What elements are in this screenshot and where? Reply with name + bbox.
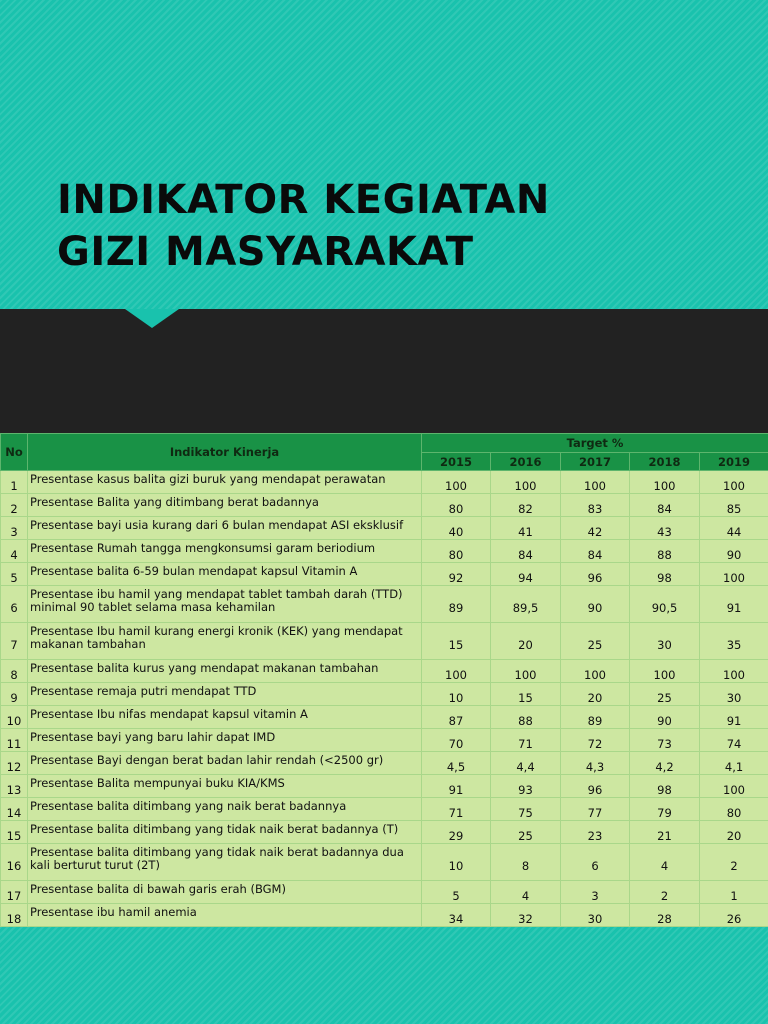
target-value-cell: 8 xyxy=(491,844,561,881)
target-value-cell: 89 xyxy=(422,586,491,623)
title-line-2: GIZI MASYARAKAT xyxy=(57,229,474,275)
page-title xyxy=(57,174,550,278)
target-value-cell: 32 xyxy=(491,904,561,927)
target-value-cell: 15 xyxy=(422,623,491,660)
indicator-cell: Presentase Balita mempunyai buku KIA/KMS xyxy=(28,775,422,798)
target-value-cell: 98 xyxy=(630,563,700,586)
target-value-cell: 10 xyxy=(422,683,491,706)
target-value-cell: 89 xyxy=(561,706,630,729)
target-value-cell: 96 xyxy=(561,563,630,586)
row-number: 15 xyxy=(1,821,28,844)
target-value-cell: 3 xyxy=(561,881,630,904)
target-value-cell: 30 xyxy=(561,904,630,927)
target-value-cell: 88 xyxy=(491,706,561,729)
row-number: 6 xyxy=(1,586,28,623)
target-value-cell: 34 xyxy=(422,904,491,927)
indicator-cell: Presentase Ibu nifas mendapat kapsul vitamin A xyxy=(28,706,422,729)
target-value-cell: 10 xyxy=(422,844,491,881)
target-value-cell: 42 xyxy=(561,517,630,540)
indicator-cell: Presentase Ibu hamil kurang energi kronik (KEK) yang mendapat makanan tambahan xyxy=(28,623,422,660)
row-number: 11 xyxy=(1,729,28,752)
target-value-cell: 98 xyxy=(630,775,700,798)
table-row xyxy=(1,775,768,798)
indicator-cell: Presentase Balita yang ditimbang berat badannya xyxy=(28,494,422,517)
target-value-cell: 93 xyxy=(491,775,561,798)
table-row xyxy=(1,904,768,927)
target-value-cell: 80 xyxy=(700,798,768,821)
target-value-cell: 90 xyxy=(700,540,768,563)
target-value-cell: 91 xyxy=(700,706,768,729)
table-body xyxy=(1,471,768,927)
row-number: 14 xyxy=(1,798,28,821)
row-number: 5 xyxy=(1,563,28,586)
target-value-cell: 91 xyxy=(700,586,768,623)
target-value-cell: 96 xyxy=(561,775,630,798)
target-value-cell: 72 xyxy=(561,729,630,752)
target-value-cell: 77 xyxy=(561,798,630,821)
title-notch xyxy=(125,309,179,328)
table-row xyxy=(1,729,768,752)
indicator-table xyxy=(0,433,768,927)
table-row xyxy=(1,752,768,775)
header-target: Target % xyxy=(422,434,768,453)
target-value-cell: 89,5 xyxy=(491,586,561,623)
target-value-cell: 84 xyxy=(491,540,561,563)
target-value-cell: 83 xyxy=(561,494,630,517)
target-value-cell: 84 xyxy=(630,494,700,517)
row-number: 2 xyxy=(1,494,28,517)
target-value-cell: 100 xyxy=(700,471,768,494)
target-value-cell: 80 xyxy=(422,494,491,517)
table-row xyxy=(1,844,768,881)
target-value-cell: 91 xyxy=(422,775,491,798)
target-value-cell: 43 xyxy=(630,517,700,540)
target-value-cell: 41 xyxy=(491,517,561,540)
target-value-cell: 44 xyxy=(700,517,768,540)
row-number: 8 xyxy=(1,660,28,683)
target-value-cell: 90 xyxy=(630,706,700,729)
target-value-cell: 94 xyxy=(491,563,561,586)
target-value-cell: 100 xyxy=(700,775,768,798)
title-line-1: INDIKATOR KEGIATAN xyxy=(57,177,550,223)
target-value-cell: 30 xyxy=(700,683,768,706)
target-value-cell: 79 xyxy=(630,798,700,821)
target-value-cell: 25 xyxy=(561,623,630,660)
indicator-cell: Presentase balita ditimbang yang naik berat badannya xyxy=(28,798,422,821)
indicator-cell: Presentase Rumah tangga mengkonsumsi garam beriodium xyxy=(28,540,422,563)
header-indicator: Indikator Kinerja xyxy=(28,434,422,471)
target-value-cell: 40 xyxy=(422,517,491,540)
table-row xyxy=(1,563,768,586)
target-value-cell: 100 xyxy=(491,471,561,494)
indicator-cell: Presentase kasus balita gizi buruk yang mendapat perawatan xyxy=(28,471,422,494)
target-value-cell: 4,2 xyxy=(630,752,700,775)
target-value-cell: 100 xyxy=(561,471,630,494)
row-number: 13 xyxy=(1,775,28,798)
table-row xyxy=(1,706,768,729)
indicator-cell: Presentase balita 6-59 bulan mendapat kapsul Vitamin A xyxy=(28,563,422,586)
target-value-cell: 20 xyxy=(491,623,561,660)
target-value-cell: 100 xyxy=(700,563,768,586)
target-value-cell: 4,3 xyxy=(561,752,630,775)
target-value-cell: 21 xyxy=(630,821,700,844)
target-value-cell: 26 xyxy=(700,904,768,927)
target-value-cell: 2 xyxy=(630,881,700,904)
target-value-cell: 73 xyxy=(630,729,700,752)
table-row xyxy=(1,821,768,844)
table-row xyxy=(1,623,768,660)
target-value-cell: 82 xyxy=(491,494,561,517)
table-row xyxy=(1,540,768,563)
row-number: 12 xyxy=(1,752,28,775)
header-year: 2017 xyxy=(561,453,630,471)
target-value-cell: 25 xyxy=(630,683,700,706)
target-value-cell: 28 xyxy=(630,904,700,927)
target-value-cell: 20 xyxy=(700,821,768,844)
target-value-cell: 90 xyxy=(561,586,630,623)
table-row xyxy=(1,471,768,494)
indicator-cell: Presentase balita ditimbang yang tidak naik berat badannya (T) xyxy=(28,821,422,844)
indicator-cell: Presentase balita kurus yang mendapat makanan tambahan xyxy=(28,660,422,683)
table-row xyxy=(1,660,768,683)
table-row xyxy=(1,683,768,706)
header-year: 2015 xyxy=(422,453,491,471)
target-value-cell: 80 xyxy=(422,540,491,563)
row-number: 3 xyxy=(1,517,28,540)
row-number: 4 xyxy=(1,540,28,563)
row-number: 17 xyxy=(1,881,28,904)
target-value-cell: 1 xyxy=(700,881,768,904)
target-value-cell: 100 xyxy=(630,660,700,683)
target-value-cell: 29 xyxy=(422,821,491,844)
indicator-cell: Presentase ibu hamil yang mendapat tablet tambah darah (TTD) minimal 90 tablet selama masa kehamilan xyxy=(28,586,422,623)
target-value-cell: 4,1 xyxy=(700,752,768,775)
target-value-cell: 87 xyxy=(422,706,491,729)
target-value-cell: 35 xyxy=(700,623,768,660)
target-value-cell: 71 xyxy=(422,798,491,821)
table-row xyxy=(1,586,768,623)
header-year: 2019 xyxy=(700,453,768,471)
indicator-cell: Presentase remaja putri mendapat TTD xyxy=(28,683,422,706)
target-value-cell: 71 xyxy=(491,729,561,752)
target-value-cell: 4,4 xyxy=(491,752,561,775)
table-row xyxy=(1,494,768,517)
target-value-cell: 23 xyxy=(561,821,630,844)
target-value-cell: 20 xyxy=(561,683,630,706)
row-number: 1 xyxy=(1,471,28,494)
indicator-cell: Presentase bayi usia kurang dari 6 bulan mendapat ASI eksklusif xyxy=(28,517,422,540)
indicator-cell: Presentase bayi yang baru lahir dapat IMD xyxy=(28,729,422,752)
target-value-cell: 100 xyxy=(561,660,630,683)
target-value-cell: 4,5 xyxy=(422,752,491,775)
row-number: 10 xyxy=(1,706,28,729)
target-value-cell: 6 xyxy=(561,844,630,881)
target-value-cell: 5 xyxy=(422,881,491,904)
indicator-table-container xyxy=(0,433,768,927)
row-number: 7 xyxy=(1,623,28,660)
target-value-cell: 100 xyxy=(422,471,491,494)
row-number: 9 xyxy=(1,683,28,706)
target-value-cell: 74 xyxy=(700,729,768,752)
header-year: 2016 xyxy=(491,453,561,471)
target-value-cell: 100 xyxy=(491,660,561,683)
target-value-cell: 70 xyxy=(422,729,491,752)
target-value-cell: 75 xyxy=(491,798,561,821)
header-no: No xyxy=(1,434,28,471)
target-value-cell: 25 xyxy=(491,821,561,844)
row-number: 18 xyxy=(1,904,28,927)
indicator-cell: Presentase ibu hamil anemia xyxy=(28,904,422,927)
dark-band xyxy=(0,309,768,433)
indicator-cell: Presentase Bayi dengan berat badan lahir rendah (<2500 gr) xyxy=(28,752,422,775)
target-value-cell: 100 xyxy=(700,660,768,683)
target-value-cell: 85 xyxy=(700,494,768,517)
indicator-cell: Presentase balita ditimbang yang tidak naik berat badannya dua kali berturut turut (2T) xyxy=(28,844,422,881)
table-row xyxy=(1,517,768,540)
target-value-cell: 4 xyxy=(630,844,700,881)
row-number: 16 xyxy=(1,844,28,881)
target-value-cell: 30 xyxy=(630,623,700,660)
target-value-cell: 100 xyxy=(422,660,491,683)
indicator-cell: Presentase balita di bawah garis erah (BGM) xyxy=(28,881,422,904)
table-row xyxy=(1,798,768,821)
table-row xyxy=(1,881,768,904)
target-value-cell: 15 xyxy=(491,683,561,706)
header-year: 2018 xyxy=(630,453,700,471)
target-value-cell: 2 xyxy=(700,844,768,881)
target-value-cell: 92 xyxy=(422,563,491,586)
target-value-cell: 4 xyxy=(491,881,561,904)
target-value-cell: 84 xyxy=(561,540,630,563)
target-value-cell: 88 xyxy=(630,540,700,563)
target-value-cell: 100 xyxy=(630,471,700,494)
target-value-cell: 90,5 xyxy=(630,586,700,623)
